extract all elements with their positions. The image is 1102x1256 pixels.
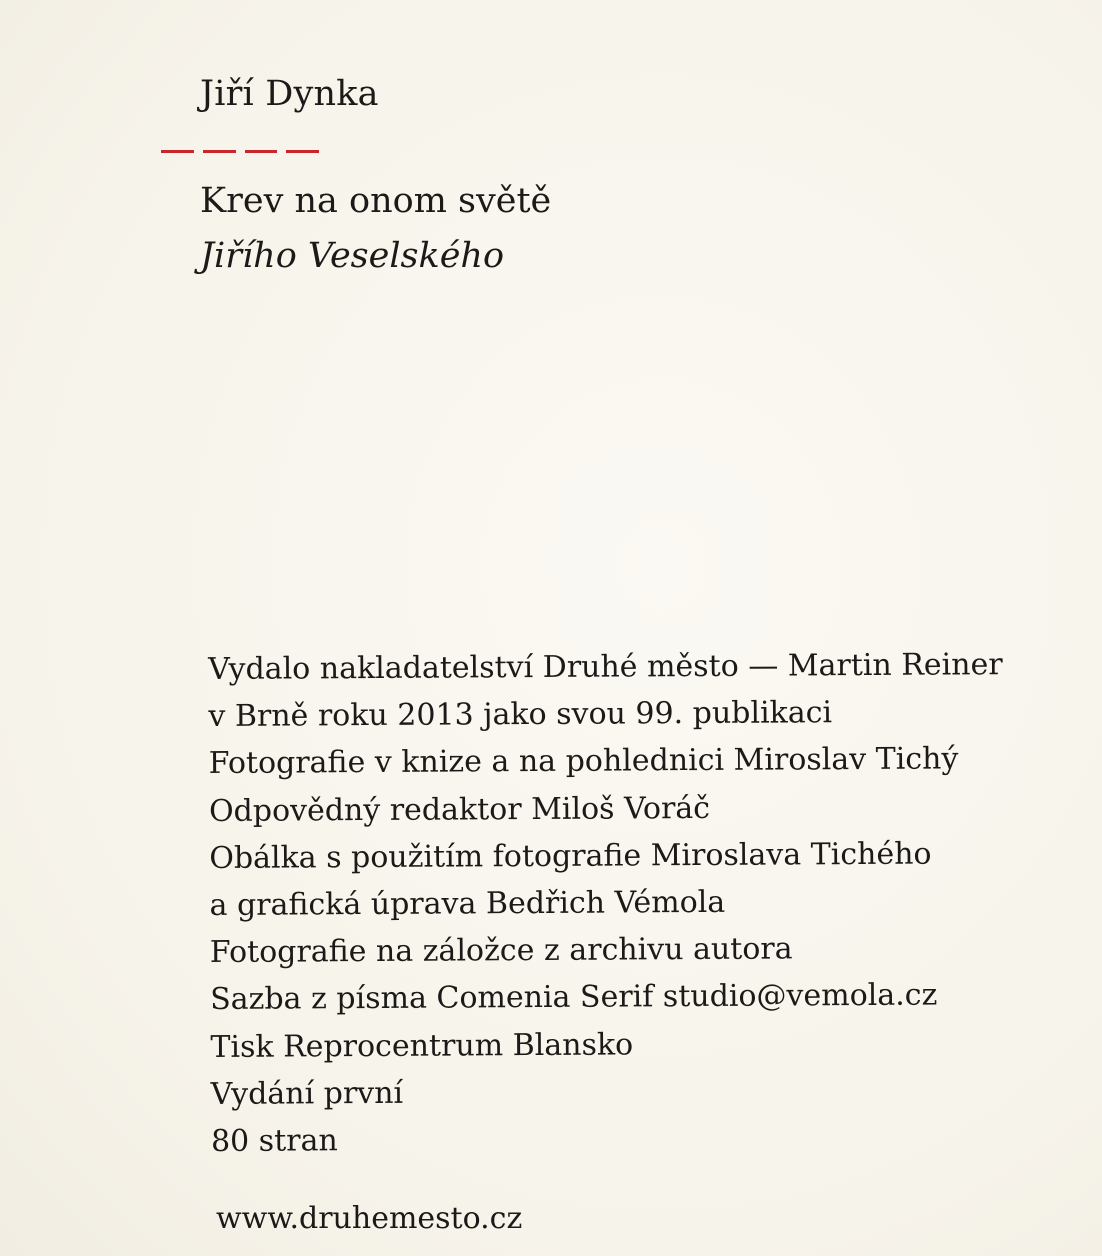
colophon-line: Tisk Reprocentrum Blansko <box>210 1027 634 1065</box>
colophon-line: Odpovědný redaktor Miloš Voráč <box>208 790 711 829</box>
red-dash-divider <box>161 150 319 153</box>
colophon-line: Fotografie v knize a na pohlednici Miroslav Tichý <box>208 741 959 782</box>
divider-dash <box>203 150 236 153</box>
book-subtitle: Jiřího Veselského <box>200 236 505 276</box>
colophon-line: Obálka s použitím fotografie Miroslava Tichého <box>209 836 932 876</box>
colophon-line: Fotografie na záložce z archivu autora <box>209 931 793 971</box>
divider-dash <box>286 150 319 153</box>
colophon-line: 80 stran <box>210 1123 338 1160</box>
divider-dash <box>161 150 194 153</box>
divider-dash <box>245 150 278 153</box>
book-title: Krev na onom světě <box>200 181 552 221</box>
colophon <box>208 641 1006 1165</box>
colophon-line: v Brně roku 2013 jako svou 99. publikaci <box>208 695 833 735</box>
publisher-website: www.druhemesto.cz <box>216 1201 523 1236</box>
colophon-line: Vydání první <box>210 1075 404 1112</box>
colophon-line: Vydalo nakladatelství Druhé město — Martin Reiner <box>208 647 1003 687</box>
author-name: Jiří Dynka <box>200 74 379 114</box>
colophon-line: a grafická úprava Bedřich Vémola <box>209 884 726 924</box>
colophon-line: Sazba z písma Comenia Serif studio@vemola.cz <box>210 977 938 1018</box>
